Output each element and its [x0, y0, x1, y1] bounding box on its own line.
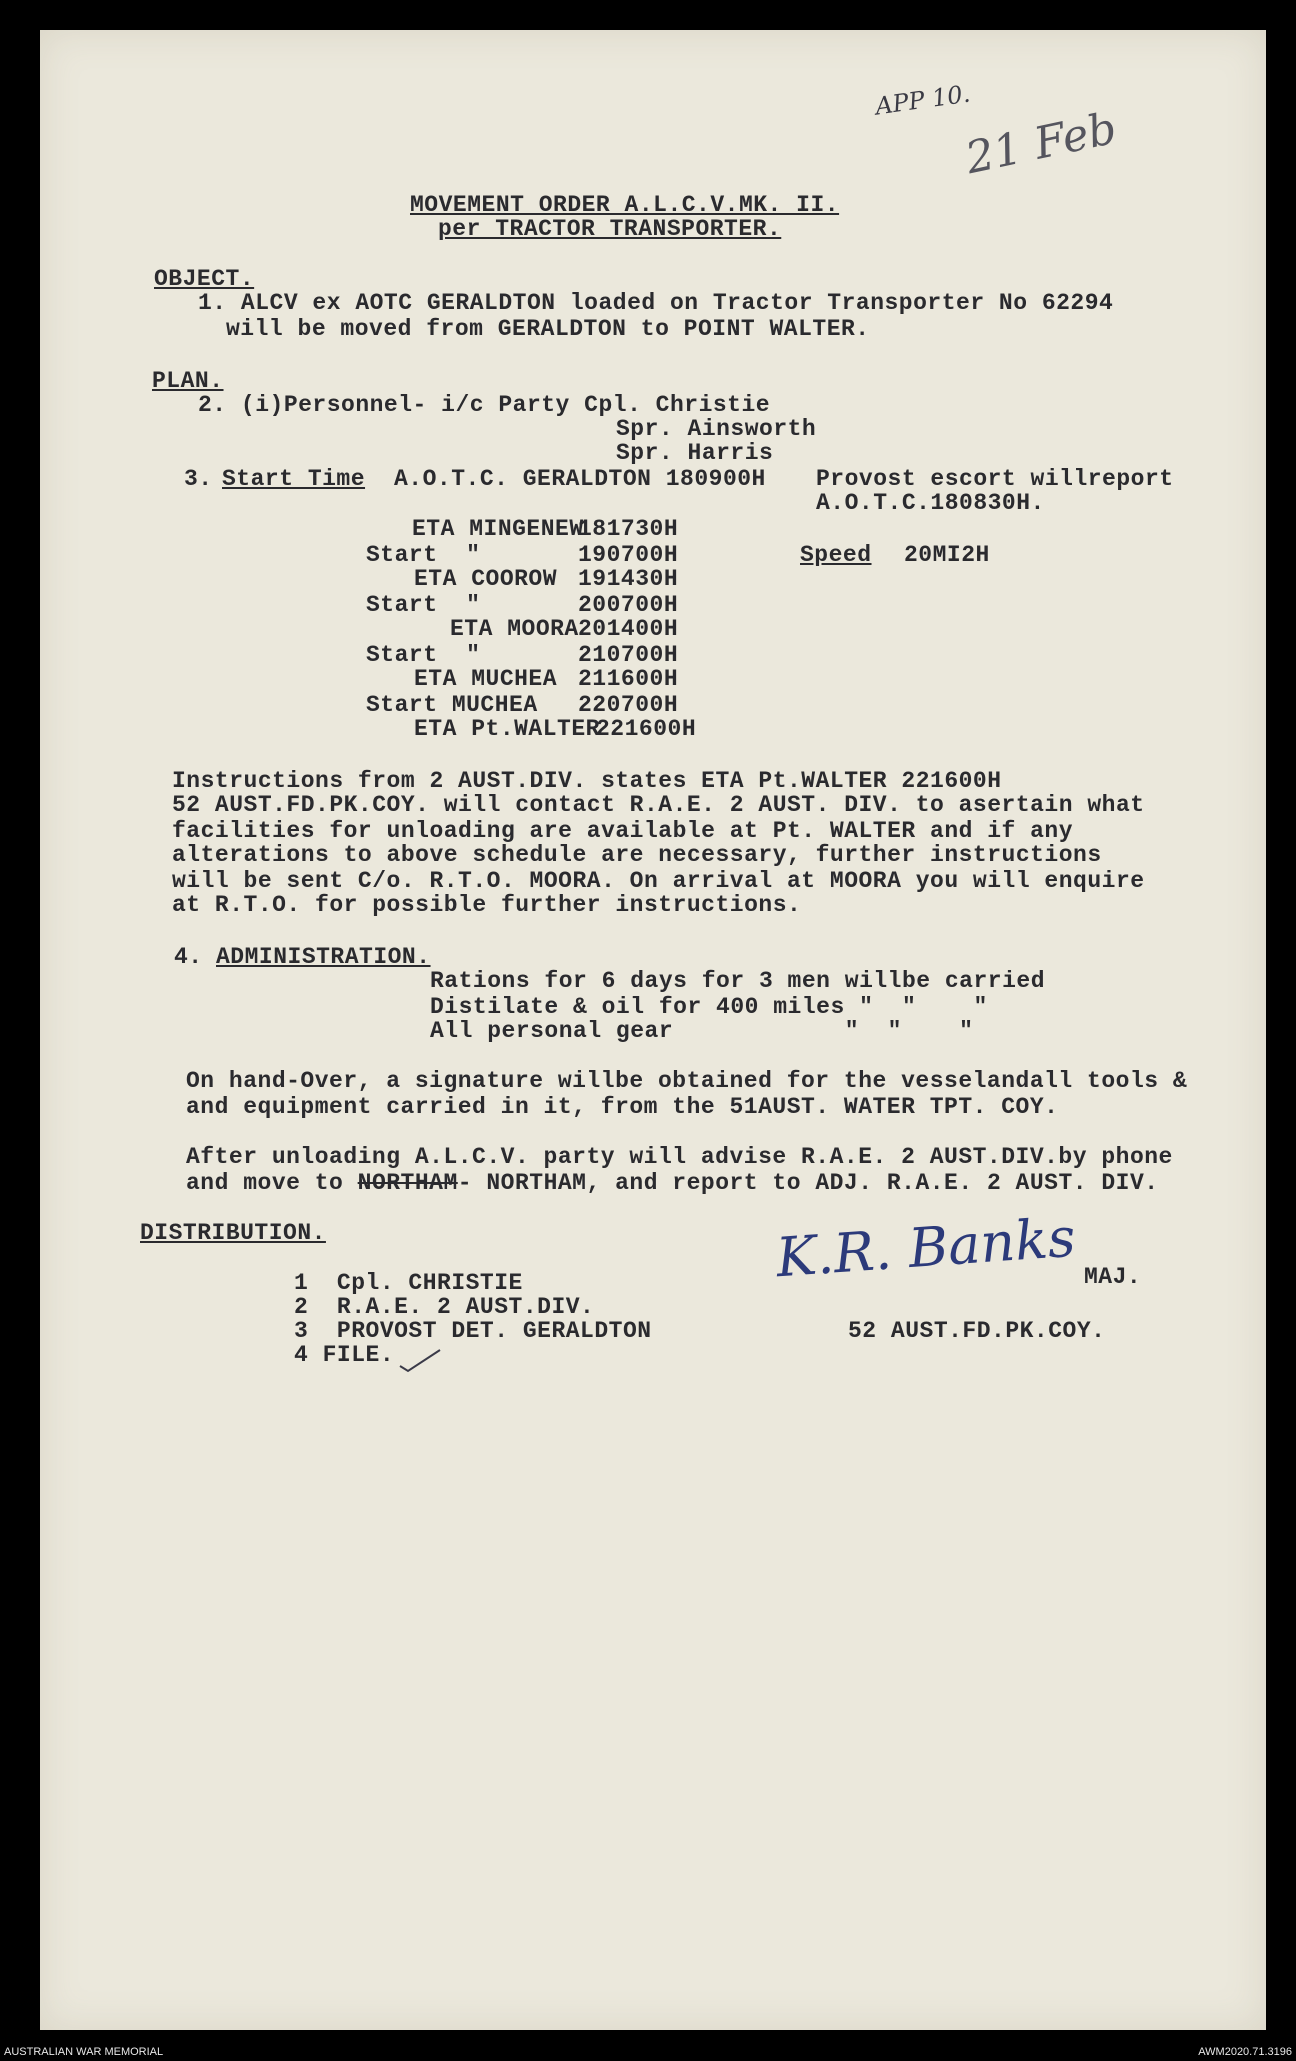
distribution-item: 3 PROVOST DET. GERALDTON	[294, 1318, 652, 1344]
start-time-value: A.O.T.C. GERALDTON 180900H	[394, 466, 766, 492]
instructions-line: Instructions from 2 AUST.DIV. states ETA Pt.WALTER 221600H	[172, 768, 1002, 794]
footer-catalogue-number: AWM2020.71.3196	[1198, 2046, 1292, 2058]
schedule-label: ETA MOORA	[450, 616, 579, 642]
checkmark-icon	[396, 1344, 444, 1374]
handwritten-signature: K.R. Banks	[774, 1205, 1078, 1290]
signature-rank: MAJ.	[1084, 1264, 1142, 1290]
schedule-label: Start "	[366, 592, 481, 618]
distribution-item: 2 R.A.E. 2 AUST.DIV.	[294, 1294, 595, 1320]
administration-heading: ADMINISTRATION.	[216, 944, 431, 970]
schedule-time: 211600H	[578, 666, 679, 692]
unloading-line-1: After unloading A.L.C.V. party will advise R.A.E. 2 AUST.DIV.by phone	[186, 1144, 1173, 1170]
document-subtitle: per TRACTOR TRANSPORTER.	[438, 216, 782, 242]
instructions-line: facilities for unloading are available at Pt. WALTER and if any	[172, 818, 1074, 844]
speed-value: 20MI2H	[904, 542, 990, 568]
object-heading: OBJECT.	[154, 266, 255, 292]
distribution-heading: DISTRIBUTION.	[140, 1220, 326, 1246]
administration-number: 4.	[174, 944, 203, 970]
schedule-time: 221600H	[596, 716, 697, 742]
schedule-time: 190700H	[578, 542, 679, 568]
start-time-label: Start Time	[222, 466, 366, 492]
object-line-2: will be moved from GERALDTON to POINT WALTER.	[226, 316, 870, 342]
schedule-label: ETA Pt.WALTER	[414, 716, 600, 742]
schedule-time: 191430H	[578, 566, 679, 592]
instructions-line: at R.T.O. for possible further instructions.	[172, 892, 802, 918]
document-title: MOVEMENT ORDER A.L.C.V.MK. II.	[410, 192, 840, 218]
provost-escort-line-2: A.O.T.C.180830H.	[816, 490, 1045, 516]
handwritten-app-number: APP 10.	[873, 79, 972, 121]
plan-heading: PLAN.	[152, 368, 224, 394]
schedule-time: 220700H	[578, 692, 679, 718]
handwritten-date: 21 Feb	[961, 102, 1121, 185]
handover-line: and equipment carried in it, from the 51AUST. WATER TPT. COY.	[186, 1094, 1059, 1120]
schedule-time: 181730H	[578, 516, 679, 542]
schedule-label: ETA MUCHEA	[414, 666, 558, 692]
signature-unit: 52 AUST.FD.PK.COY.	[848, 1318, 1106, 1344]
unloading-text-a: and move to	[186, 1170, 358, 1196]
schedule-time: 201400H	[578, 616, 679, 642]
schedule-label: ETA MINGENEW	[412, 516, 584, 542]
administration-item: Rations for 6 days for 3 men willbe carried	[430, 968, 1045, 994]
unloading-text-b: - NORTHAM, and report to ADJ. R.A.E. 2 AUST. DIV.	[457, 1170, 1159, 1196]
handover-line: On hand-Over, a signature willbe obtained for the vesselandall tools &	[186, 1068, 1188, 1094]
schedule-label: Start "	[366, 542, 481, 568]
schedule-label: Start "	[366, 642, 481, 668]
unloading-line-2	[186, 1170, 1159, 1196]
schedule-time: 200700H	[578, 592, 679, 618]
plan-member-harris: Spr. Harris	[616, 440, 774, 466]
provost-escort-line-1: Provost escort willreport	[816, 466, 1174, 492]
object-line-1: 1. ALCV ex AOTC GERALDTON loaded on Tractor Transporter No 62294	[198, 290, 1114, 316]
start-time-number: 3.	[184, 466, 213, 492]
schedule-label: Start MUCHEA	[366, 692, 538, 718]
administration-item: All personal gear " " "	[430, 1018, 974, 1044]
distribution-item: 1 Cpl. CHRISTIE	[294, 1270, 523, 1296]
instructions-line: 52 AUST.FD.PK.COY. will contact R.A.E. 2 AUST. DIV. to asertain what	[172, 792, 1145, 818]
plan-member-ainsworth: Spr. Ainsworth	[616, 416, 817, 442]
instructions-line: alterations to above schedule are necessary, further instructions	[172, 842, 1102, 868]
schedule-time: 210700H	[578, 642, 679, 668]
instructions-line: will be sent C/o. R.T.O. MOORA. On arrival at MOORA you will enquire	[172, 868, 1145, 894]
speed-label: Speed	[800, 542, 872, 568]
administration-item: Distilate & oil for 400 miles " " "	[430, 994, 988, 1020]
footer-credit: AUSTRALIAN WAR MEMORIAL	[4, 2046, 164, 2058]
struck-out-word: NORTHAM	[357, 1170, 458, 1196]
plan-personnel: 2. (i)Personnel- i/c Party Cpl. Christie	[198, 392, 771, 418]
schedule-label: ETA COOROW	[414, 566, 558, 592]
distribution-item: 4 FILE.	[294, 1342, 395, 1368]
